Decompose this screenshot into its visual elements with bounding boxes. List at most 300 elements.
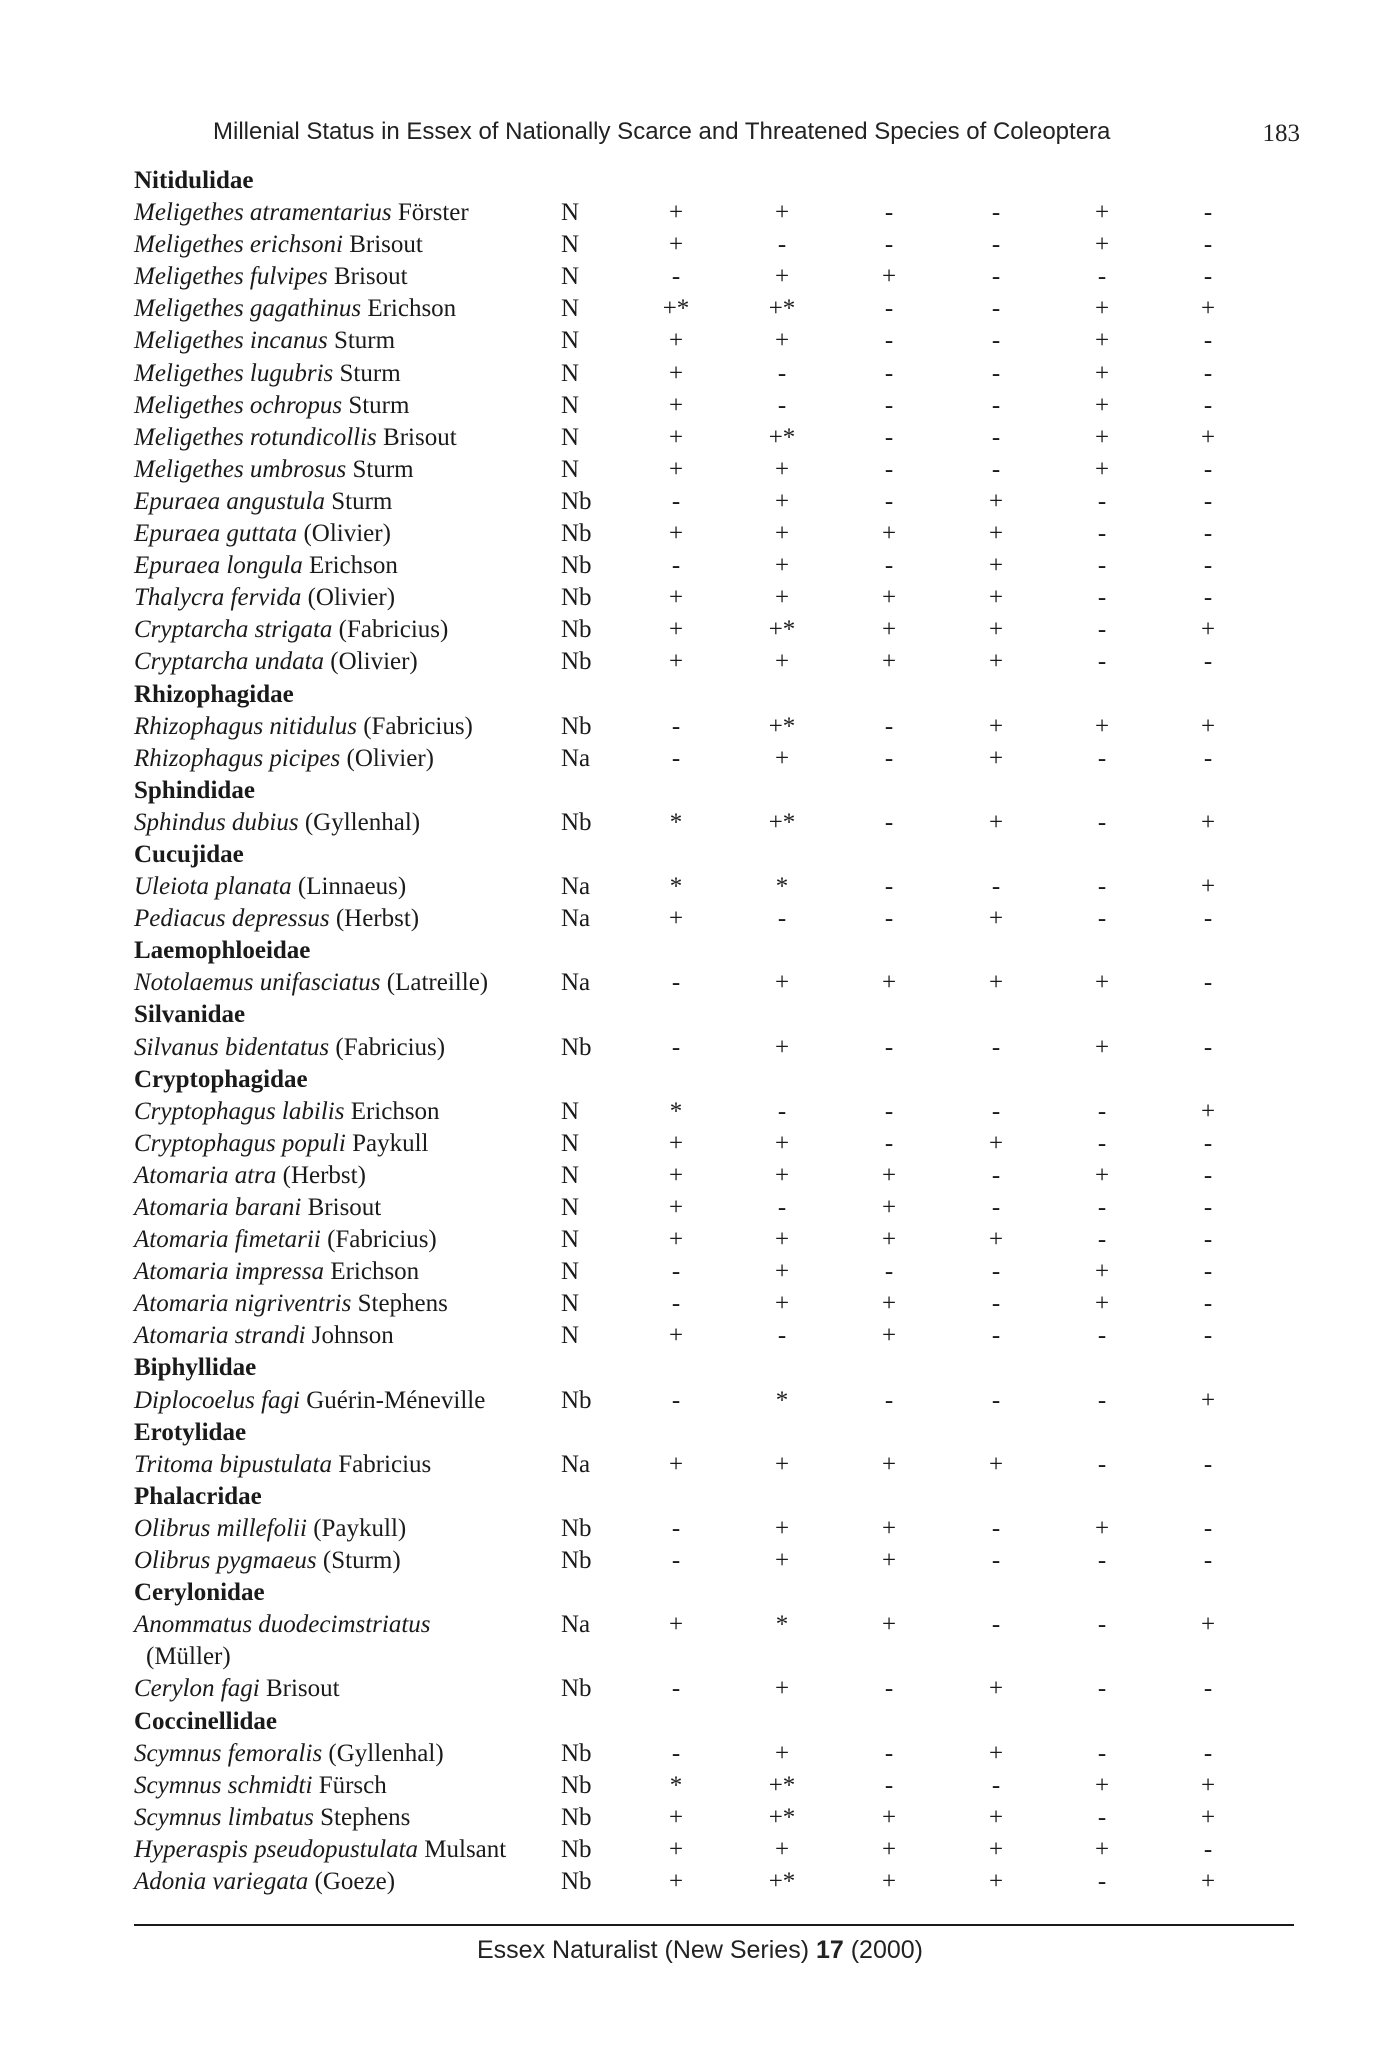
record-cell-5: -: [1097, 584, 1107, 612]
species-name: [134, 873, 406, 900]
record-cell-2: +: [774, 552, 790, 580]
page-number: 183: [1262, 120, 1300, 147]
species-row: [134, 1834, 1294, 1866]
species-author: Sturm: [348, 391, 410, 419]
species-author: Erichson: [367, 295, 457, 323]
record-cell-2: +: [774, 1033, 790, 1061]
record-cell-2: +*: [768, 1803, 796, 1831]
species-binomial: Scymnus schmidti: [134, 1771, 313, 1799]
species-author: Sturm: [331, 487, 393, 515]
record-cell-4: -: [991, 1514, 1001, 1542]
record-cell-1: -: [671, 969, 681, 997]
record-cell-2: *: [775, 873, 789, 901]
record-cell-3: +: [881, 969, 897, 997]
species-binomial: Meligethes atramentarius: [134, 199, 392, 227]
species-name: [134, 456, 414, 483]
record-cell-4: -: [991, 1322, 1001, 1350]
record-cell-3: -: [884, 552, 894, 580]
record-cell-3: +: [881, 1867, 897, 1895]
record-cell-6: -: [1203, 744, 1213, 772]
species-row: [134, 1096, 1294, 1128]
species-row: [134, 711, 1294, 743]
species-row: [134, 1449, 1294, 1481]
record-cell-1: +: [668, 905, 684, 933]
record-cell-5: +: [1094, 327, 1110, 355]
record-cell-6: -: [1203, 455, 1213, 483]
species-binomial: Sphindus dubius: [134, 808, 299, 836]
species-binomial: Uleiota planata: [134, 873, 292, 901]
record-cell-2: +: [774, 584, 790, 612]
record-cell-5: +: [1094, 455, 1110, 483]
status-code: Nb: [561, 1675, 592, 1703]
species-name: [134, 1772, 387, 1799]
record-cell-5: +: [1094, 1771, 1110, 1799]
record-cell-6: -: [1203, 905, 1213, 933]
record-cell-5: -: [1097, 1226, 1107, 1254]
species-author: (Olivier): [346, 744, 434, 772]
record-cell-2: +*: [768, 1771, 796, 1799]
record-cell-2: +: [774, 1226, 790, 1254]
species-binomial: Notolaemus unifasciatus: [134, 969, 381, 997]
record-cell-5: +: [1094, 969, 1110, 997]
record-cell-1: -: [671, 1033, 681, 1061]
record-cell-6: -: [1203, 1033, 1213, 1061]
species-author: (Olivier): [330, 648, 418, 676]
species-binomial: Pediacus depressus: [134, 905, 330, 933]
species-row: [134, 197, 1294, 229]
status-code: Nb: [561, 520, 592, 548]
species-author: Erichson: [350, 1097, 440, 1125]
species-author: Brisout: [333, 263, 408, 291]
species-name: [134, 1098, 440, 1125]
species-author: Förster: [397, 199, 469, 227]
record-cell-5: -: [1097, 1129, 1107, 1157]
species-name: [134, 231, 423, 258]
species-row: [134, 1320, 1294, 1352]
species-name: [134, 199, 469, 226]
species-row: [134, 293, 1294, 325]
record-cell-4: +: [988, 905, 1004, 933]
species-binomial: Epuraea angustula: [134, 487, 325, 515]
species-author: Brisout: [307, 1194, 382, 1221]
status-code: Nb: [561, 552, 592, 580]
record-cell-1: +: [668, 1129, 684, 1157]
record-cell-2: +: [774, 520, 790, 548]
record-cell-4: -: [991, 1161, 1001, 1189]
record-cell-6: +: [1200, 712, 1216, 740]
record-cell-1: *: [669, 873, 683, 901]
family-heading: Cucujidae: [134, 840, 244, 868]
species-name: [134, 1258, 419, 1285]
record-cell-1: +: [668, 584, 684, 612]
status-code: N: [561, 1097, 580, 1125]
record-cell-2: -: [777, 231, 787, 259]
species-binomial: Diplocoelus fagi: [134, 1386, 300, 1414]
record-cell-4: -: [991, 1771, 1001, 1799]
status-code: N: [561, 295, 580, 323]
record-cell-2: +: [774, 744, 790, 772]
status-code: Na: [561, 905, 591, 933]
status-code: N: [561, 263, 580, 291]
record-cell-5: -: [1097, 520, 1107, 548]
record-cell-6: -: [1203, 1675, 1213, 1703]
record-cell-1: +: [668, 1803, 684, 1831]
record-cell-5: +: [1094, 1514, 1110, 1542]
footer-divider: [134, 1924, 1294, 1926]
species-author: Fabricius: [338, 1450, 432, 1478]
record-cell-2: -: [777, 905, 787, 933]
species-name: [134, 1804, 410, 1831]
species-name: [134, 1290, 448, 1317]
record-cell-3: -: [884, 1033, 894, 1061]
status-code: Nb: [561, 1386, 592, 1414]
record-cell-3: -: [884, 359, 894, 387]
record-cell-5: -: [1097, 1194, 1107, 1221]
record-cell-4: +: [988, 1226, 1004, 1254]
species-name: [134, 1611, 431, 1638]
record-cell-2: +*: [768, 1867, 796, 1895]
record-cell-4: +: [988, 1129, 1004, 1157]
species-name: [134, 809, 420, 836]
record-cell-6: -: [1203, 1547, 1213, 1575]
species-name: [134, 424, 457, 451]
record-cell-4: +: [988, 712, 1004, 740]
species-row: [134, 743, 1294, 775]
record-cell-5: -: [1097, 1675, 1107, 1703]
species-author: (Gyllenhal): [304, 808, 421, 836]
record-cell-2: *: [775, 1611, 789, 1639]
status-code: N: [561, 231, 580, 259]
record-cell-2: +: [774, 1258, 790, 1286]
species-row: [134, 1770, 1294, 1802]
record-cell-3: -: [884, 905, 894, 933]
record-cell-4: +: [988, 487, 1004, 515]
status-code: N: [561, 423, 580, 451]
record-cell-1: *: [669, 1097, 683, 1125]
record-cell-3: +: [881, 648, 897, 676]
record-cell-6: -: [1203, 1835, 1213, 1863]
species-name: [134, 1162, 366, 1189]
record-cell-6: +: [1200, 423, 1216, 451]
record-cell-6: +: [1200, 1097, 1216, 1125]
species-row: [134, 1802, 1294, 1834]
species-binomial: Cryptophagus populi: [134, 1129, 346, 1157]
record-cell-2: +: [774, 1450, 790, 1478]
species-name: [134, 392, 409, 419]
species-name: [134, 1387, 485, 1414]
record-cell-5: +: [1094, 391, 1110, 419]
record-cell-1: -: [671, 744, 681, 772]
record-cell-6: -: [1203, 648, 1213, 676]
species-author: (Gyllenhal): [328, 1739, 444, 1767]
record-cell-4: -: [991, 295, 1001, 323]
record-cell-2: +: [774, 1161, 790, 1189]
species-binomial: Meligethes lugubris: [134, 359, 334, 387]
species-row: [134, 646, 1294, 678]
record-cell-3: +: [881, 1226, 897, 1254]
record-cell-4: +: [988, 616, 1004, 644]
record-cell-1: +: [668, 327, 684, 355]
record-cell-3: -: [884, 391, 894, 419]
record-cell-5: +: [1094, 423, 1110, 451]
species-binomial: Tritoma bipustulata: [134, 1450, 332, 1478]
record-cell-6: +: [1200, 808, 1216, 836]
running-header: Millenial Status in Essex of Nationally Scarce and Threatened Species of Coleoptera: [213, 118, 1111, 145]
record-cell-2: +: [774, 1835, 790, 1863]
species-binomial: Epuraea longula: [134, 552, 303, 580]
record-cell-3: -: [884, 744, 894, 772]
species-name: [134, 1322, 394, 1349]
record-cell-1: +: [668, 199, 684, 227]
record-cell-6: -: [1203, 391, 1213, 419]
record-cell-3: +: [881, 1161, 897, 1189]
record-cell-6: -: [1203, 231, 1213, 259]
record-cell-5: -: [1097, 487, 1107, 515]
species-name: [134, 1515, 406, 1542]
record-cell-2: +: [774, 1290, 790, 1318]
record-cell-3: -: [884, 423, 894, 451]
record-cell-6: -: [1203, 327, 1213, 355]
record-cell-5: +: [1094, 295, 1110, 323]
species-author: Brisout: [265, 1675, 340, 1703]
species-author: Stephens: [357, 1290, 448, 1318]
species-row: [134, 614, 1294, 646]
record-cell-1: -: [671, 1547, 681, 1575]
record-cell-1: +: [668, 1194, 684, 1221]
species-name: [134, 905, 419, 932]
record-cell-5: +: [1094, 1033, 1110, 1061]
record-cell-3: +: [881, 1835, 897, 1863]
species-row: [134, 903, 1294, 935]
record-cell-2: +*: [768, 712, 796, 740]
family-heading: Cryptophagidae: [134, 1065, 308, 1093]
species-binomial: Cerylon fagi: [134, 1675, 260, 1703]
footer-citation: [0, 1936, 1400, 1965]
record-cell-4: +: [988, 969, 1004, 997]
species-row: [134, 1673, 1294, 1705]
record-cell-2: -: [777, 359, 787, 387]
record-cell-3: -: [884, 1675, 894, 1703]
record-cell-2: +: [774, 327, 790, 355]
family-heading: Rhizophagidae: [134, 680, 294, 708]
record-cell-1: +*: [662, 295, 690, 323]
species-binomial: Scymnus limbatus: [134, 1803, 314, 1831]
species-binomial: Hyperaspis pseudopustulata: [134, 1835, 419, 1863]
status-code: Nb: [561, 1867, 592, 1895]
species-name: [134, 1740, 444, 1767]
species-row: [134, 1224, 1294, 1256]
record-cell-3: -: [884, 1258, 894, 1286]
record-cell-1: +: [668, 231, 684, 259]
record-cell-5: -: [1097, 905, 1107, 933]
species-row: [134, 1385, 1294, 1417]
record-cell-3: -: [884, 1771, 894, 1799]
record-cell-3: +: [881, 616, 897, 644]
status-code: Na: [561, 873, 591, 901]
status-code: Nb: [561, 712, 592, 740]
status-code: Na: [561, 1611, 591, 1639]
record-cell-5: -: [1097, 1867, 1107, 1895]
status-code: Nb: [561, 616, 592, 644]
record-cell-4: -: [991, 231, 1001, 259]
record-cell-4: +: [988, 648, 1004, 676]
record-cell-6: -: [1203, 1450, 1213, 1478]
record-cell-6: -: [1203, 1258, 1213, 1286]
record-cell-2: +: [774, 969, 790, 997]
species-binomial: Meligethes gagathinus: [134, 295, 362, 323]
status-code: Nb: [561, 1514, 592, 1542]
record-cell-2: +: [774, 1675, 790, 1703]
species-row: [134, 486, 1294, 518]
species-author: (Fabricius): [338, 616, 449, 644]
record-cell-4: -: [991, 263, 1001, 291]
status-code: N: [561, 1194, 580, 1221]
record-cell-3: -: [884, 1097, 894, 1125]
record-cell-2: -: [777, 391, 787, 419]
family-heading: Erotylidae: [134, 1418, 247, 1446]
record-cell-3: +: [881, 520, 897, 548]
species-name: [134, 1675, 340, 1702]
status-code: Nb: [561, 648, 592, 676]
record-cell-3: -: [884, 231, 894, 259]
species-author: Stephens: [320, 1803, 411, 1831]
species-binomial: Atomaria fimetarii: [134, 1226, 321, 1254]
record-cell-6: -: [1203, 520, 1213, 548]
record-cell-4: -: [991, 1258, 1001, 1286]
species-author-continuation: (Müller): [146, 1643, 231, 1671]
volume-number: 17: [815, 1936, 844, 1964]
species-name: [134, 648, 418, 675]
record-cell-6: +: [1200, 1771, 1216, 1799]
record-cell-4: -: [991, 327, 1001, 355]
status-code: N: [561, 359, 580, 387]
species-row: [134, 454, 1294, 486]
record-cell-2: -: [777, 1194, 787, 1221]
record-cell-2: -: [777, 1322, 787, 1350]
record-cell-1: +: [668, 1611, 684, 1639]
status-code: N: [561, 1258, 580, 1286]
species-binomial: Meligethes erichsoni: [134, 231, 343, 259]
species-name: [134, 520, 391, 547]
record-cell-4: -: [991, 1033, 1001, 1061]
species-row: [134, 358, 1294, 390]
record-cell-6: -: [1203, 1514, 1213, 1542]
species-binomial: Meligethes fulvipes: [134, 263, 328, 291]
species-author: (Herbst): [335, 905, 420, 933]
record-cell-6: -: [1203, 1739, 1213, 1767]
record-cell-1: -: [671, 1675, 681, 1703]
record-cell-6: +: [1200, 1611, 1216, 1639]
record-cell-5: +: [1094, 231, 1110, 259]
species-row: [134, 1738, 1294, 1770]
record-cell-5: -: [1097, 1739, 1107, 1767]
record-cell-4: +: [988, 584, 1004, 612]
record-cell-5: -: [1097, 1803, 1107, 1831]
record-cell-5: -: [1097, 1097, 1107, 1125]
record-cell-6: -: [1203, 1226, 1213, 1254]
record-cell-4: -: [991, 423, 1001, 451]
species-binomial: Cryptarcha undata: [134, 648, 325, 676]
status-code: N: [561, 1322, 580, 1350]
record-cell-1: +: [668, 1867, 684, 1895]
record-cell-4: -: [991, 455, 1001, 483]
species-name: [134, 713, 473, 740]
record-cell-3: +: [881, 584, 897, 612]
record-cell-5: +: [1094, 1835, 1110, 1863]
record-cell-1: -: [671, 1386, 681, 1414]
record-cell-3: +: [881, 1547, 897, 1575]
record-cell-4: +: [988, 1739, 1004, 1767]
record-cell-2: +: [774, 487, 790, 515]
status-code: Nb: [561, 584, 592, 612]
status-code: Na: [561, 969, 591, 997]
record-cell-3: -: [884, 873, 894, 901]
record-cell-2: +: [774, 1129, 790, 1157]
record-cell-6: +: [1200, 1867, 1216, 1895]
family-heading: Phalacridae: [134, 1482, 262, 1510]
species-author: (Herbst): [282, 1161, 366, 1189]
species-row: [134, 229, 1294, 261]
record-cell-6: -: [1203, 1322, 1213, 1350]
record-cell-1: +: [668, 455, 684, 483]
status-code: Nb: [561, 1835, 592, 1863]
record-cell-5: +: [1094, 1161, 1110, 1189]
species-row: [134, 1866, 1294, 1898]
species-author: Erichson: [330, 1258, 420, 1286]
record-cell-2: +*: [768, 295, 796, 323]
record-cell-5: -: [1097, 1386, 1107, 1414]
species-row: [134, 1032, 1294, 1064]
species-row: [134, 967, 1294, 999]
species-name: [134, 1836, 506, 1863]
record-cell-1: +: [668, 1226, 684, 1254]
species-binomial: Atomaria atra: [134, 1161, 277, 1189]
record-cell-1: -: [671, 263, 681, 291]
record-cell-4: -: [991, 1547, 1001, 1575]
record-cell-6: +: [1200, 616, 1216, 644]
record-cell-3: +: [881, 1450, 897, 1478]
record-cell-3: -: [884, 1386, 894, 1414]
record-cell-3: -: [884, 1739, 894, 1767]
species-row: [134, 871, 1294, 903]
status-code: N: [561, 391, 580, 419]
species-binomial: Olibrus millefolii: [134, 1514, 307, 1542]
record-cell-4: -: [991, 1611, 1001, 1639]
record-cell-5: -: [1097, 263, 1107, 291]
record-cell-5: +: [1094, 359, 1110, 387]
record-cell-1: -: [671, 712, 681, 740]
record-cell-1: +: [668, 648, 684, 676]
record-cell-3: -: [884, 455, 894, 483]
species-name: [134, 1130, 428, 1157]
status-code: N: [561, 455, 580, 483]
species-author: Brisout: [383, 423, 457, 451]
record-cell-4: +: [988, 1450, 1004, 1478]
species-author: Erichson: [309, 552, 398, 580]
record-cell-6: -: [1203, 1161, 1213, 1189]
species-author: (Fabricius): [335, 1033, 446, 1061]
species-name: [134, 1451, 431, 1478]
species-name: [134, 295, 456, 322]
species-author: (Olivier): [303, 520, 391, 548]
species-author: (Olivier): [307, 584, 396, 612]
species-name: [134, 745, 434, 772]
record-cell-3: +: [881, 263, 897, 291]
status-code: Nb: [561, 487, 592, 515]
record-cell-4: -: [991, 359, 1001, 387]
record-cell-4: +: [988, 520, 1004, 548]
record-cell-3: -: [884, 1129, 894, 1157]
